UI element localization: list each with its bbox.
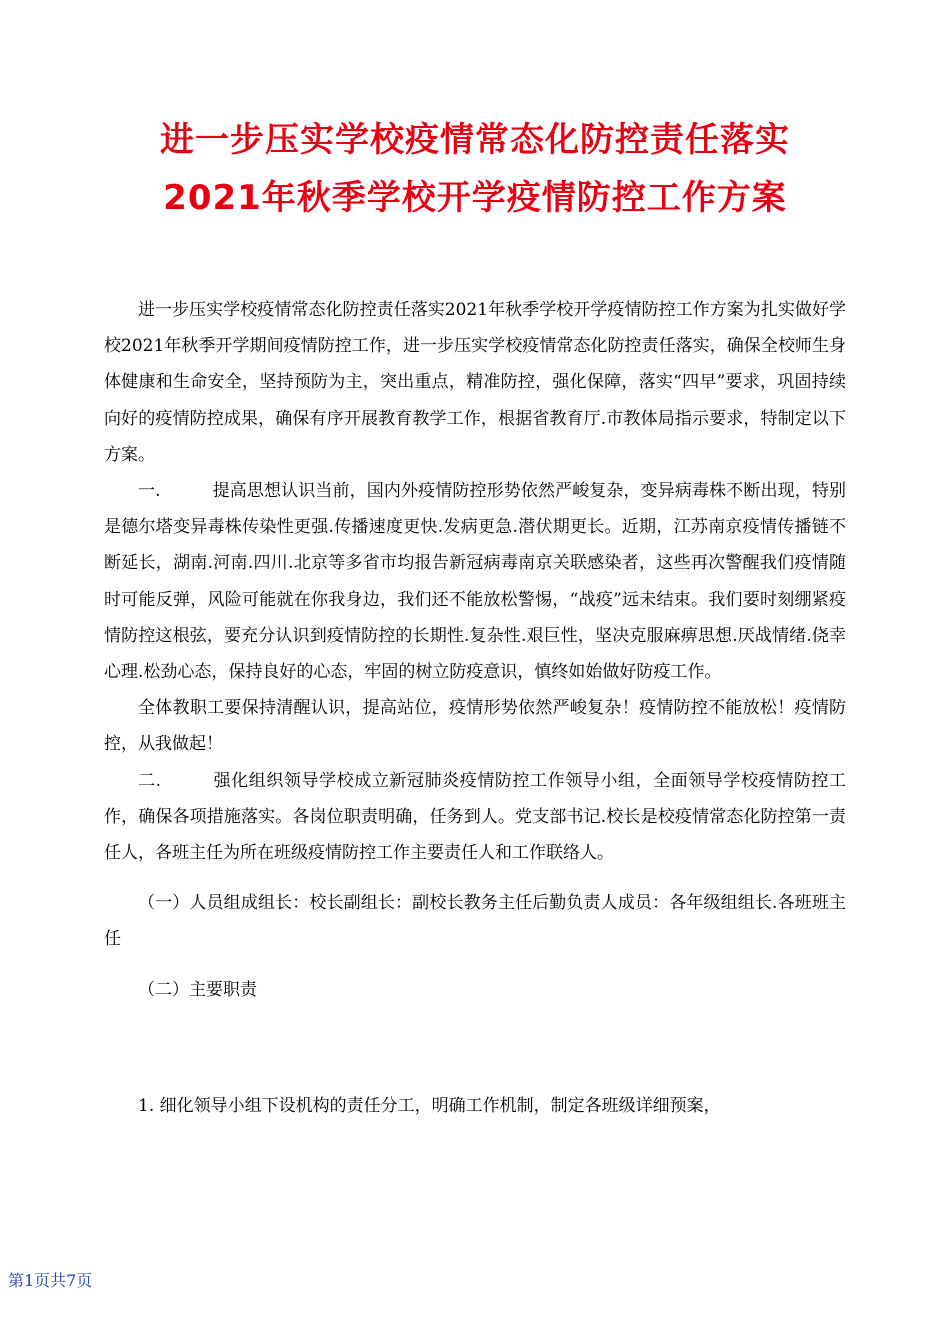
page-number-footer: 第1页共7页 bbox=[8, 1271, 93, 1290]
document-title-line-2: 2021年秋季学校开学疫情防控工作方案 bbox=[163, 178, 787, 218]
paragraph-6: （二）主要职责 bbox=[138, 979, 257, 1000]
section-2-number: 二. bbox=[138, 770, 161, 791]
paragraph-section-2 bbox=[104, 763, 846, 872]
paragraph-3: 全体教职工要保持清醒认识，提高站位，疫情形势依然严峻复杂！疫情防控不能放松！疫情防控，从我做起！ bbox=[104, 698, 846, 755]
document-body bbox=[104, 292, 846, 1124]
section-2-text: 强化组织领导学校成立新冠肺炎疫情防控工作领导小组，全面领导学校疫情防控工作，确保各项措施落实。各岗位职责明确，任务到人。党支部书记.校长是校疫情常态化防控第一责任人，各班主任为所在班级疫情防控工作主要责任人和工作联络人。 bbox=[104, 770, 847, 864]
paragraph-intro: 进一步压实学校疫情常态化防控责任落实2021年秋季学校开学疫情防控工作方案为扎实做好学校2021年秋季开学期间疫情防控工作，进一步压实学校疫情常态化防控责任落实，确保全校师生身体健康和生命安全，坚持预防为主，突出重点，精准防控，强化保障，落实“四早”要求，巩固持续向好的疫情防控成果，确保有序开展教育教学工作，根据省教育厅.市教体局指示要求，特制定以下方案。 bbox=[104, 300, 846, 465]
document-title-line-1: 进一步压实学校疫情常态化防控责任落实 bbox=[160, 120, 790, 160]
paragraph-section-1 bbox=[104, 473, 846, 690]
paragraph-5: （一）人员组成组长：校长副组长：副校长教务主任后勤负责人成员：各年级组组长.各班班主任 bbox=[104, 893, 846, 950]
section-1-number: 一. bbox=[138, 481, 161, 502]
paragraph-7: 1. 细化领导小组下设机构的责任分工，明确工作机制，制定各班级详细预案， bbox=[138, 1095, 721, 1116]
section-1-text: 提高思想认识当前，国内外疫情防控形势依然严峻复杂，变异病毒株不断出现，特别是德尔塔变异毒株传染性更强.传播速度更快.发病更急.潜伏期更长。近期，江苏南京疫情传播链不断延长，湖南.河南.四川.北京等多省市均报告新冠病毒南京关联感染者，这些再次警醒我们疫情随时可能反弹，风险可能就在你我身边，我们还不能放松警惕，“战疫”远未结束。我们要时刻绷紧疫情防控这根弦，要充分认识到疫情防控的长期性.复杂性.艰巨性，坚决克服麻痹思想.厌战情绪.侥幸心理.松劲心态，保持良好的心态，牢固的树立防疫意识，慎终如始做好防疫工作。 bbox=[104, 481, 847, 683]
